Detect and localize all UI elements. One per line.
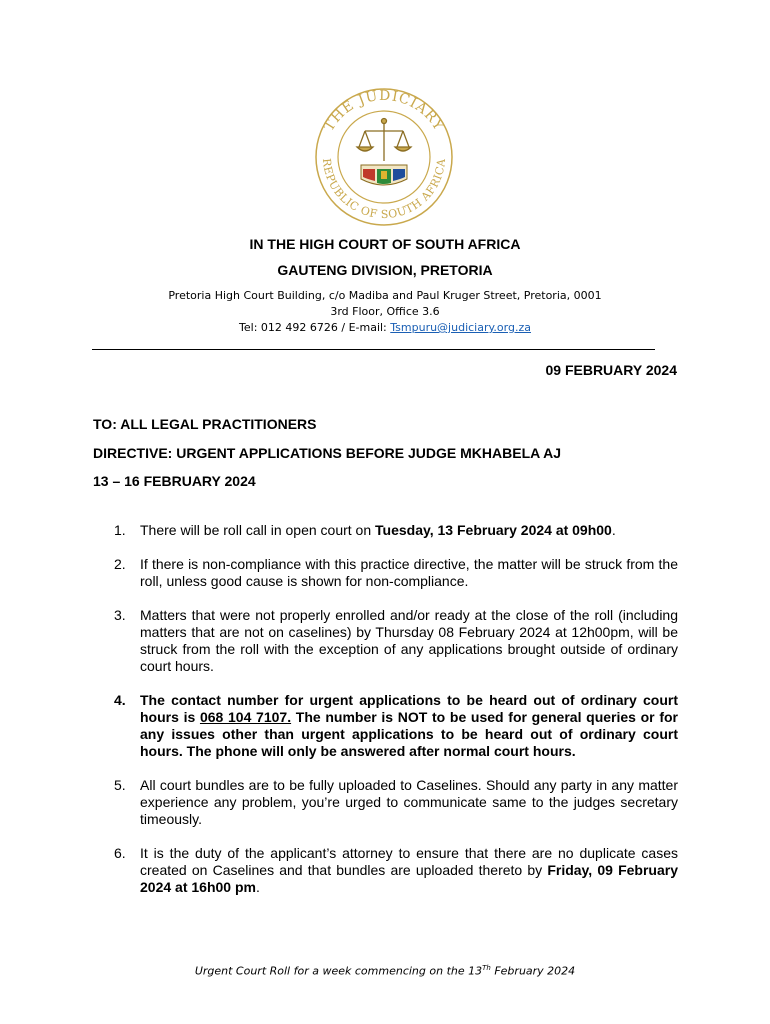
- directive-period: 13 – 16 FEBRUARY 2024: [93, 473, 256, 489]
- court-division: GAUTENG DIVISION, PRETORIA: [277, 262, 493, 278]
- item-number: 4.: [114, 692, 126, 708]
- list-item: [114, 777, 678, 828]
- item-text: All court bundles are to be fully uploaded to Caselines. Should any party in any matter experience any problem, you’re urged to communicate same to the judges secretary timeously.: [140, 777, 678, 827]
- item-number: 6.: [114, 845, 126, 861]
- shield-icon: [361, 165, 407, 185]
- item-number: 2.: [114, 556, 126, 572]
- telephone-text: Tel: 012 492 6726 / E-mail:: [239, 321, 391, 334]
- item-text-end: .: [255, 879, 260, 895]
- list-item: [114, 556, 678, 590]
- seal-bottom-text: REPUBLIC OF SOUTH AFRICA: [319, 157, 449, 222]
- item-text: The contact number for urgent applications to be heard out of ordinary court hours is: [140, 692, 678, 725]
- item-text-end: .: [611, 522, 616, 538]
- item-number: 1.: [114, 522, 126, 538]
- item-number: 5.: [114, 777, 126, 793]
- judiciary-seal-icon: [303, 87, 465, 227]
- directive-title: DIRECTIVE: URGENT APPLICATIONS BEFORE JUDGE MKHABELA AJ: [93, 445, 561, 461]
- item-text: There will be roll call in open court on: [140, 522, 376, 538]
- contact-line: [0, 321, 770, 334]
- item-bold-text: Tuesday, 13 February 2024 at 09h00: [375, 522, 612, 538]
- footer-text: Urgent Court Roll for a week commencing on the 13: [194, 964, 483, 978]
- scales-of-justice-icon: [357, 119, 411, 162]
- address-line-2: 3rd Floor, Office 3.6: [330, 305, 440, 318]
- header-divider: [92, 349, 655, 350]
- seal-top-text: THE JUDICIARY: [321, 87, 447, 135]
- list-item: [114, 845, 678, 896]
- item-text: It is the duty of the applicant’s attorney to ensure that there are no duplicate cases created on Caselines and that bundles are uploaded thereto by: [140, 845, 678, 878]
- item-text: If there is non-compliance with this practice directive, the matter will be struck from the roll, unless good cause is shown for non-compliance.: [140, 556, 678, 589]
- list-item: [114, 692, 678, 760]
- item-bold-text: Friday, 09 February 2024 at 16h00 pm: [140, 862, 678, 895]
- court-title: IN THE HIGH COURT OF SOUTH AFRICA: [249, 236, 521, 252]
- item-text: Matters that were not properly enrolled and/or ready at the close of the roll (including matters that are not on caselines) by Thursday 08 February 2024 at 12h00pm, will be struck from the roll with the exception of any applications brought outside of ordinary court hours.: [140, 607, 678, 674]
- item-number: 3.: [114, 607, 126, 623]
- email-link[interactable]: Tsmpuru@judiciary.org.za: [390, 321, 531, 334]
- addressee: TO: ALL LEGAL PRACTITIONERS: [93, 416, 317, 432]
- urgent-phone-number: 068 104 7107.: [199, 709, 292, 725]
- page-footer: [0, 964, 770, 978]
- directive-list: [114, 522, 678, 913]
- list-item: [114, 522, 678, 539]
- footer-superscript: Th: [482, 964, 491, 972]
- list-item: [114, 607, 678, 675]
- address-line-1: Pretoria High Court Building, c/o Madiba and Paul Kruger Street, Pretoria, 0001: [168, 289, 602, 302]
- document-date: 09 FEBRUARY 2024: [545, 362, 677, 378]
- item-text-end: The number is NOT to be used for general queries or for any issues other than urgent applications to be heard out of ordinary court hours. The phone will only be answered after normal court hours.: [140, 709, 678, 759]
- footer-text-end: February 2024: [490, 964, 576, 978]
